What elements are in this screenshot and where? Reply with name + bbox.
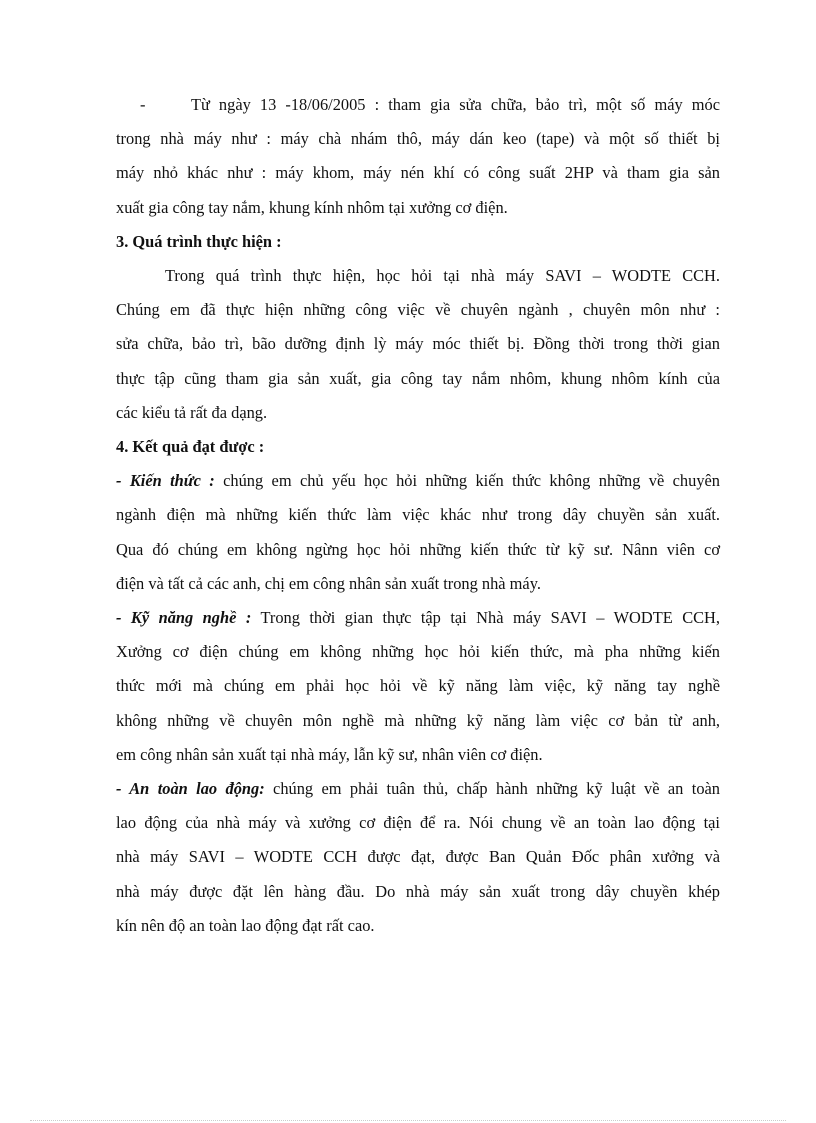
safety-line-1-text: chúng em phải tuân thủ, chấp hành những kỹ luật về an toàn [264, 779, 720, 799]
knowledge-line-4: điện và tất cả các anh, chị em công nhân sản xuất trong nhà máy. [116, 573, 541, 593]
safety-line-5: kín nên độ an toàn lao động đạt rất cao. [116, 915, 375, 935]
skills-line-2: Xưởng cơ điện chúng em không những học hỏi kiến thức, mà pha những kiến [116, 642, 720, 662]
section-3-line-5: các kiểu tả rất đa dạng. [116, 402, 268, 422]
section-3-line-3: sửa chữa, bảo trì, bão dưỡng định lỳ máy móc thiết bị. Đồng thời trong thời gian [116, 334, 720, 354]
safety-line-2: lao động của nhà máy và xưởng cơ điện để ra. Nói chung về an toàn lao động tại [116, 813, 720, 833]
skills-line-1-text: Trong thời gian thực tập tại Nhà máy SAVI – WODTE CCH, [251, 608, 720, 628]
safety-lead: - An toàn lao động: [116, 779, 265, 799]
bullet-line-1 [116, 88, 720, 122]
skills-paragraph [116, 601, 720, 772]
knowledge-line-1 [116, 464, 720, 498]
section-3-line-2: Chúng em đã thực hiện những công việc về chuyên ngành , chuyên môn như : [116, 300, 720, 320]
bullet-line-4: xuất gia công tay nắm, khung kính nhôm tại xưởng cơ điện. [116, 197, 508, 217]
skills-line-4: không những về chuyên môn nghề mà những kỹ năng làm việc cơ bản từ anh, [116, 710, 720, 730]
safety-line-3: nhà máy SAVI – WODTE CCH được đạt, được Ban Quản Đốc phân xưởng và [116, 847, 720, 867]
section-4-heading: 4. Kết quả đạt được : [116, 437, 265, 457]
bullet-paragraph [116, 88, 720, 225]
knowledge-line-3: Qua đó chúng em không ngừng học hỏi những kiến thức từ kỹ sư. Nânn viên cơ [116, 539, 720, 559]
knowledge-line-2: ngành điện mà những kiến thức làm việc khác như trong dây chuyền sản xuất. [116, 505, 720, 525]
page-footer-divider [30, 1120, 786, 1121]
section-3-line-4: thực tập cũng tham gia sản xuất, gia công tay nắm nhôm, khung nhôm kính của [116, 368, 720, 388]
safety-paragraph [116, 772, 720, 943]
bullet-line-2: trong nhà máy như : máy chà nhám thô, máy dán keo (tape) và một số thiết bị [116, 129, 720, 149]
bullet-marker: - [140, 95, 146, 114]
bullet-line-3: máy nhỏ khác như : máy khom, máy nén khí có công suất 2HP và tham gia sản [116, 163, 720, 183]
document-page [116, 88, 720, 943]
knowledge-paragraph [116, 464, 720, 601]
skills-line-5: em công nhân sản xuất tại nhà máy, lẫn kỹ sư, nhân viên cơ điện. [116, 744, 543, 764]
section-3-heading: 3. Quá trình thực hiện : [116, 231, 282, 251]
knowledge-line-1-text: chúng em chủ yếu học hỏi những kiến thức không những về chuyên [214, 471, 720, 491]
section-3-line-1: Trong quá trình thực hiện, học hỏi tại nhà máy SAVI – WODTE CCH. [165, 266, 720, 286]
skills-line-3: thức mới mà chúng em phải học hỏi về kỹ năng làm việc, kỹ năng tay nghề [116, 676, 720, 696]
bullet-line-1-text: Từ ngày 13 -18/06/2005 : tham gia sửa chữa, bảo trì, một số máy móc [190, 95, 720, 114]
safety-line-1 [116, 772, 720, 806]
skills-line-1 [116, 601, 720, 635]
skills-lead: - Kỹ năng nghề : [116, 608, 252, 628]
safety-line-4: nhà máy được đặt lên hàng đầu. Do nhà máy sản xuất trong dây chuyền khép [116, 881, 720, 901]
knowledge-lead: - Kiến thức : [116, 471, 215, 491]
section-3-paragraph [116, 259, 720, 430]
